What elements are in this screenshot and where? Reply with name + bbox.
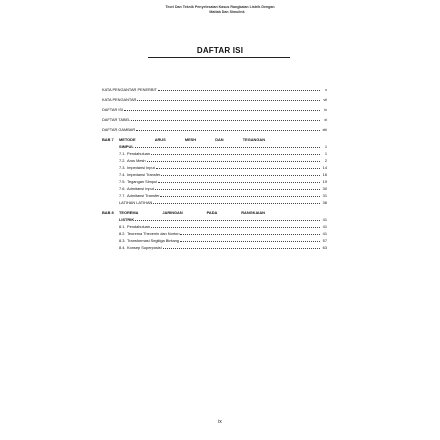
toc-entry-page: 1 [324,151,327,156]
toc-section-entry[interactable] [119,172,327,178]
dot-leader [156,168,320,169]
section-text: Konsep Superposisi [127,245,162,250]
dot-leader [151,227,320,228]
section-text: Pendahuluan [127,151,150,156]
dot-leader [124,110,320,111]
toc-entry-text: KATA PENGANTAR [102,97,137,102]
section-text: Admitansi Input [127,186,154,191]
toc-section-entry[interactable] [119,245,327,251]
toc-section-entry[interactable] [119,179,327,185]
dot-leader [151,154,320,155]
section-number: 7.4. [119,172,126,177]
dot-leader [136,130,320,131]
toc-entry-page: ix [324,107,327,112]
section-number: 7.3. [119,165,126,170]
chapter-title-word: MESH [184,137,197,142]
toc-entry-page: 2 [324,158,327,163]
toc-entry-page: 1 [324,144,327,149]
chapter-title-word: METODE [119,137,136,142]
toc-section-entry[interactable] [119,151,327,157]
toc-section-entry[interactable] [119,238,327,244]
toc-entry-page: 63 [322,245,327,250]
toc-entry-text: DAFTAR GAMBAR [102,127,136,132]
dot-leader [131,120,320,121]
toc-entry-page: xi [324,117,327,122]
toc-entry-page: 41 [322,231,327,236]
dot-leader [180,234,320,235]
toc-section-entry[interactable] [119,224,327,230]
chapter-title-word: DAN [215,137,224,142]
section-number: 8.4. [119,245,126,250]
toc-entry-front[interactable] [102,117,327,123]
toc-entry-page: 41 [322,224,327,229]
page-title: DAFTAR ISI [196,46,244,55]
toc-section-entry[interactable] [119,193,327,199]
dot-leader [158,182,320,183]
chapter-title-cont-bab8 [119,217,327,223]
dot-leader [160,196,320,197]
section-text: Tegangan Simpul [127,179,158,184]
section-number: 8.2. [119,231,126,236]
toc-entry-front[interactable] [102,97,327,103]
toc-entry-front[interactable] [102,127,327,133]
toc-entry-page: 57 [322,238,327,243]
running-header [0,5,440,14]
toc-entry-page: 41 [322,217,327,222]
chapter-title-word: ARUS [154,137,166,142]
toc-entry-page: 19 [322,179,327,184]
section-number: 8.1. [119,224,126,229]
toc-section-entry[interactable] [119,186,327,192]
dot-leader [135,147,320,148]
dot-leader [180,241,320,242]
chapter-title-cont: LISTRIK [119,217,135,222]
title-underline [148,57,290,58]
chapter-title-word: JARINGAN [162,210,183,215]
toc-entry-front[interactable] [102,107,327,113]
toc-entry-text: DAFTAR ISI [102,107,124,112]
toc-entry-page: 30 [322,186,327,191]
toc-entry-page: 16 [322,172,327,177]
chapter-title-cont-bab7 [119,144,327,150]
toc-section-entry[interactable] [119,158,327,164]
toc-entry-page: 14 [322,165,327,170]
section-number: 7.2. [119,158,126,163]
toc-entry-page: v [325,87,327,92]
page-number: ix [218,419,222,425]
dot-leader [147,161,320,162]
chapter-title [119,137,265,143]
section-text: Impedansi Input [127,165,155,170]
section-number: 7.7. [119,193,126,198]
section-number: 7.1. [119,151,126,156]
section-number: 7.6. [119,186,126,191]
section-text: Arus Mesh [127,158,146,163]
toc-entry-page: vii [323,97,327,102]
section-text: Teorema Thevenin dan Norton [127,231,180,236]
running-header-line2: Matlab Dan Simulink [209,9,245,14]
chapter-title [119,210,265,216]
dot-leader [135,220,320,221]
section-text: Admitansi Transfer [127,193,160,198]
toc-entry-page: 31 [322,193,327,198]
section-number: 8.3. [119,238,126,243]
toc-entry-text: DAFTAR TABEL [102,117,131,122]
chapter-title-word: PADA [206,210,218,215]
dot-leader [161,175,320,176]
running-header-line1: Teori Dan Teknik Penyelesaian Kasus Rangkaian Listrik Dengan [165,5,275,9]
chapter-title-cont: SIMPUL [119,144,134,149]
toc-entry-text: KATA PENGANTAR PENERBIT [102,87,157,92]
chapter-title-word: RANGKAIAN [241,210,265,215]
section-text: Transformasi Segitiga Bintang [127,238,179,243]
dot-leader [137,100,320,101]
dot-leader [153,203,320,204]
section-text: Pendahuluan [127,224,150,229]
dot-leader [158,90,320,91]
dot-leader [163,248,320,249]
chapter-title-word: TEGANGAN [242,137,265,142]
toc-entry-page: xiii [322,127,327,132]
chapter-title-word: TEOREMA [119,210,139,215]
toc-section-entry[interactable] [119,231,327,237]
toc-exercise-entry[interactable] [119,200,327,206]
chapter-label: BAB 7 [102,137,114,142]
section-number: 7.5. [119,179,126,184]
chapter-label: BAB 8 [102,210,114,215]
dot-leader [155,189,320,190]
toc-section-entry[interactable] [119,165,327,171]
section-text: Impedansi Transfer [127,172,161,177]
exercise-text: LATIHAN LATIHAN [119,200,153,205]
toc-entry-front[interactable] [102,87,327,93]
toc-entry-page: 36 [322,200,327,205]
